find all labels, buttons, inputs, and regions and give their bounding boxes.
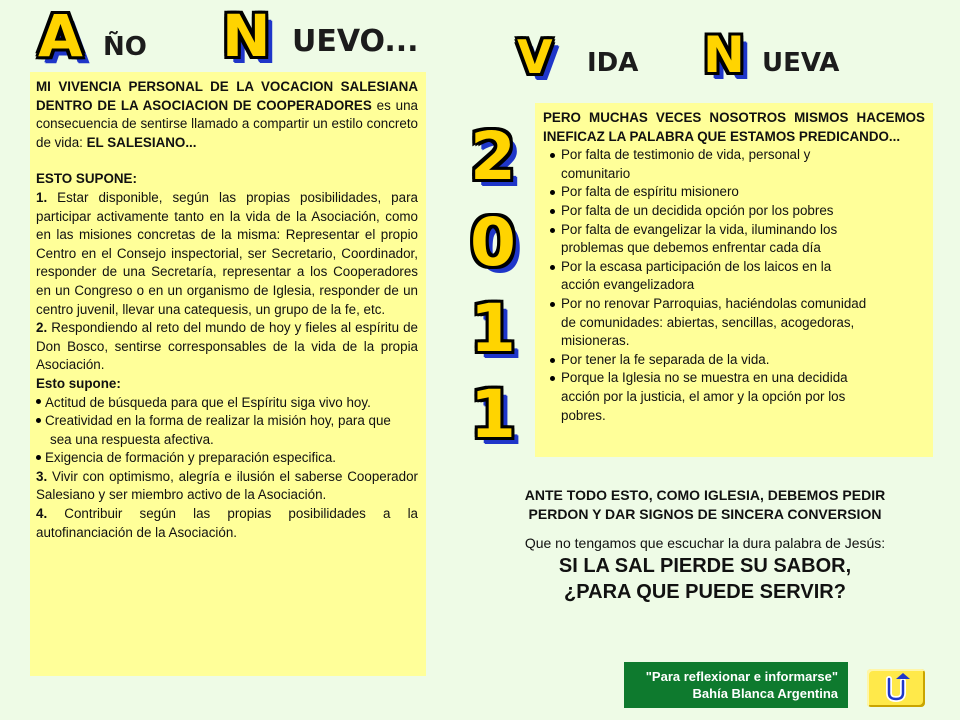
right-bullet-line: acción por la justicia, el amor y la opción por los [561, 388, 846, 404]
right-bullet-item [543, 183, 925, 202]
title-rest-no: ÑO [103, 32, 147, 62]
bullet-dot-icon [550, 190, 555, 195]
intro-rest: es una consecuencia de sentirse llamado a compartir un estilo concreto de vida: [36, 97, 418, 150]
item-4-number: 4. [36, 506, 48, 522]
title-letter-n2: N [703, 26, 745, 84]
right-bullet-line: Por no renovar Parroquias, haciéndolas comunidad [561, 295, 867, 311]
right-bullet-line: pobres. [561, 407, 606, 423]
bullet-dot-icon [550, 376, 555, 381]
ineffective-word-panel [535, 103, 933, 457]
conversion-line-2: PERDON Y DAR SIGNOS DE SINCERA CONVERSION [528, 506, 882, 522]
right-bullet-line: Porque la Iglesia no se muestra en una decidida [561, 370, 848, 386]
bullet-dot-icon [550, 302, 555, 307]
right-bullet-item [543, 202, 925, 221]
bullet-dot-icon [550, 209, 555, 214]
title-rest-ida: IDA [587, 48, 639, 78]
sub-bullet-2 [36, 412, 418, 431]
bullet-dot-icon [550, 265, 555, 270]
bullet-dot-icon [550, 228, 555, 233]
bullet-dot-icon [36, 455, 41, 460]
sub-bullet-2-text: Creatividad en la forma de realizar la misión hoy, para que [45, 413, 391, 429]
item-2-text: Respondiendo al reto del mundo de hoy y fieles al espíritu de Don Bosco, sentirse corresponsables de la vida de la propia Asociación. [36, 320, 418, 373]
conversion-message [470, 486, 940, 605]
bullet-dot-icon [36, 399, 41, 404]
intro-paragraph [36, 78, 418, 152]
title-rest-ueva: UEVA [762, 48, 840, 78]
right-bullet-line: de comunidades: abiertas, sencillas, acogedoras, [561, 314, 855, 330]
right-bullet-item [543, 369, 925, 425]
vocation-panel [30, 72, 426, 676]
footer-line-2: Bahía Blanca Argentina [692, 686, 838, 701]
right-heading: PERO MUCHAS VECES NOSOTROS MISMOS HACEMOS INEFICAZ LA PALABRA QUE ESTAMOS PREDICANDO... [543, 110, 925, 144]
footer-line-1: "Para reflexionar e informarse" [645, 669, 838, 684]
item-2 [36, 319, 418, 375]
right-bullet-item [543, 351, 925, 370]
item-1-text: Estar disponible, según las propias posibilidades, para participar activamente tanto en la vida de la Asociación, como en las misiones concretas de la misma: Representar el propio Centro en el Consejo inspectorial, ser Secretario, Coordinador, responder de una Secretaría, representar a los Cooperadores en un Congreso o en un organismo de Iglesia, responder de un centro juvenil, llevar una catequesis, un grupo de la fe, etc. [36, 189, 418, 317]
year-digit-3: 1 [470, 290, 516, 367]
right-bullet-item [543, 146, 925, 183]
sub-bullet-3 [36, 449, 418, 468]
right-bullet-line: Por falta de un decidida opción por los pobres [561, 202, 834, 218]
intro-bold: MI VIVENCIA PERSONAL DE LA VOCACION SALESIANA DENTRO DE LA ASOCIACION DE COOPERADORES [36, 79, 418, 113]
right-bullet-item [543, 258, 925, 295]
right-bullet-line: Por falta de testimonio de vida, personal y [561, 147, 811, 163]
right-bullet-line: Por falta de espíritu misionero [561, 184, 739, 200]
title-letter-v: V [517, 30, 553, 84]
bullet-dot-icon [36, 418, 41, 423]
right-bullet-list [543, 146, 925, 425]
right-bullet-line: acción evangelizadora [561, 277, 695, 293]
item-3 [36, 468, 418, 505]
back-button[interactable] [867, 669, 925, 707]
item-3-number: 3. [36, 468, 48, 484]
bullet-dot-icon [550, 153, 555, 158]
right-bullet-line: Por falta de evangelizar la vida, iluminando los [561, 221, 838, 237]
footer-credit [624, 662, 848, 708]
right-bullet-line: problemas que debemos enfrentar cada día [561, 240, 821, 256]
right-bullet-line: Por la escasa participación de los laicos en la [561, 258, 832, 274]
right-bullet-line: misioneras. [561, 333, 630, 349]
item-2-number: 2. [36, 320, 48, 336]
right-bullet-line: comunitario [561, 165, 631, 181]
sub-bullet-2-cont: sea una respuesta afectiva. [50, 431, 214, 447]
right-bullet-item [543, 221, 925, 258]
item-1-number: 1. [36, 189, 48, 205]
quote-intro: Que no tengamos que escuchar la dura palabra de Jesús: [524, 535, 886, 551]
item-4 [36, 505, 418, 542]
item-4-text: Contribuir según las propias posibilidades a la autofinanciación de la Asociación. [36, 506, 418, 540]
sub-bullet-1-text: Actitud de búsqueda para que el Espíritu siga vivo hoy. [45, 394, 371, 410]
supone-heading: ESTO SUPONE: [36, 171, 137, 187]
sub-bullet-1 [36, 394, 418, 413]
item-1 [36, 189, 418, 319]
year-digit-1: 2 [470, 118, 516, 195]
title-letter-n: N [222, 2, 271, 70]
sub-bullet-3-text: Exigencia de formación y preparación especifica. [45, 450, 337, 466]
item-3-text: Vivir con optimismo, alegría e ilusión el saberse Cooperador Salesiano y ser miembro activo de la Asociación. [36, 468, 418, 503]
right-bullet-item [543, 295, 925, 351]
conversion-line-1: ANTE TODO ESTO, COMO IGLESIA, DEBEMOS PEDIR [524, 487, 886, 503]
esto-supone-label: Esto supone: [36, 375, 121, 391]
u-turn-arrow-icon [867, 669, 925, 707]
year-digit-4: 1 [470, 376, 516, 453]
quote-line-1: SI LA SAL PIERDE SU SABOR, [558, 555, 852, 577]
bullet-dot-icon [550, 358, 555, 363]
quote-line-2: ¿PARA QUE PUEDE SERVIR? [564, 581, 846, 603]
year-digit-2: 0 [470, 204, 516, 281]
title-rest-uevo: UEVO... [292, 24, 419, 59]
intro-tail: EL SALESIANO... [86, 134, 197, 150]
right-bullet-line: Por tener la fe separada de la vida. [561, 351, 770, 367]
title-letter-a: A [38, 2, 83, 70]
